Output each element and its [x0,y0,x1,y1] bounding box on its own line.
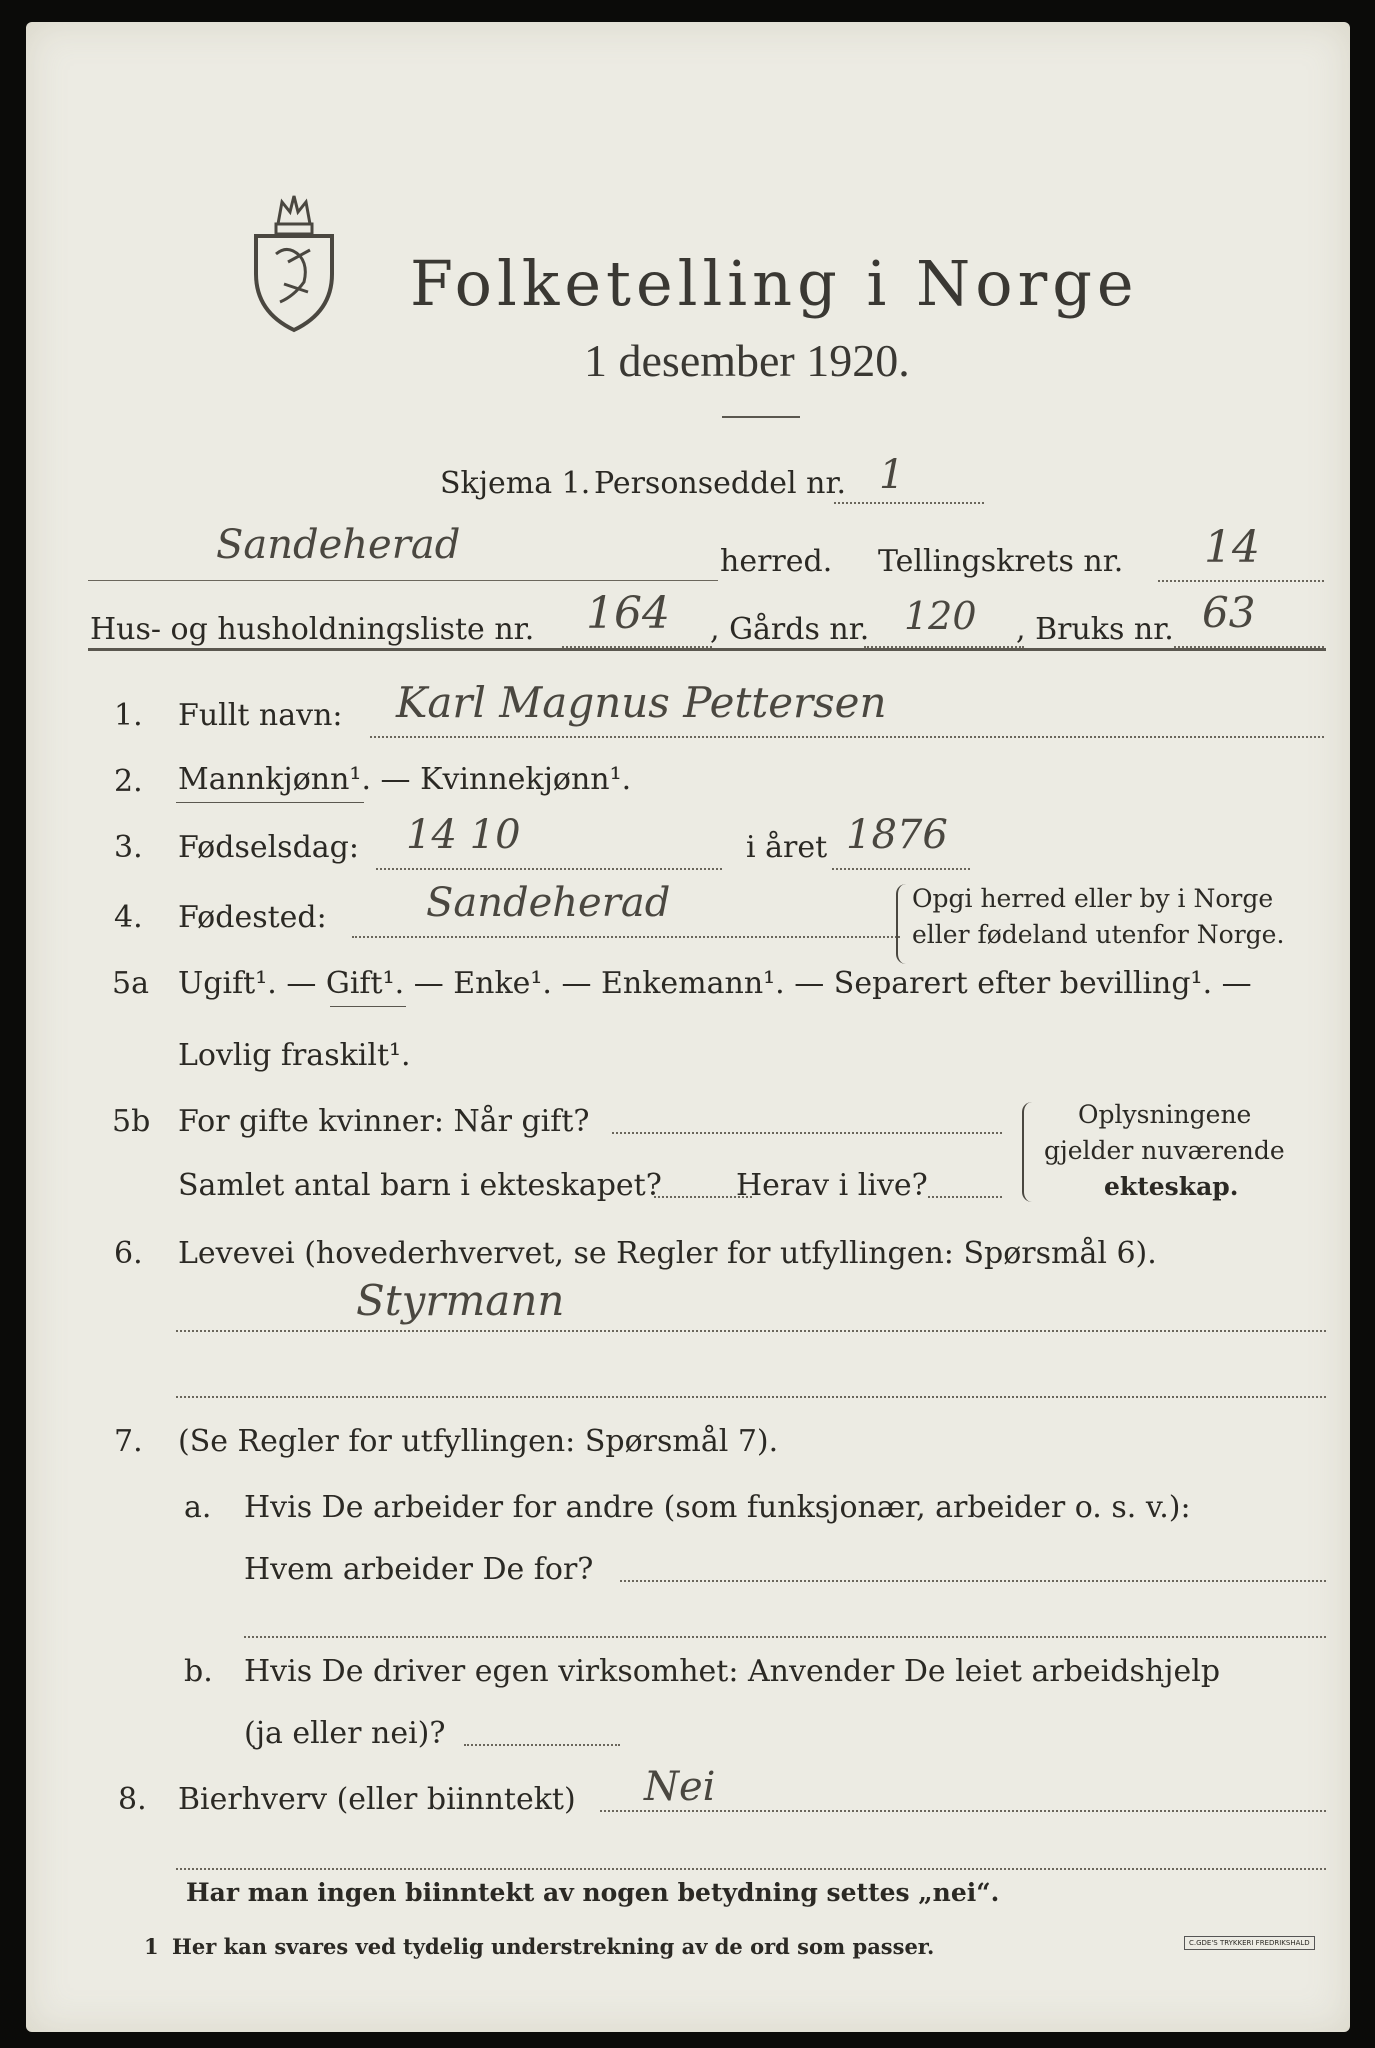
q3-number: 3. [114,830,143,865]
q5b-line2a: Samlet antal barn i ekteskapet? [178,1168,662,1203]
q1-full-name-value[interactable]: Karl Magnus Pettersen [396,678,887,727]
footnote-number: 1 [144,1934,159,1959]
personseddel-value[interactable]: 1 [879,452,905,498]
q7-label: (Se Regler for utfyllingen: Spørsmål 7). [178,1424,779,1459]
skjema-label: Skjema 1. [440,466,591,501]
q4-note-brace [896,884,906,964]
q6-line2 [176,1396,1326,1398]
q5b-line1-dots [612,1132,1002,1134]
q4-label: Fødested: [178,900,327,935]
bruks-value[interactable]: 63 [1202,588,1256,637]
q6-occupation-value[interactable]: Styrmann [356,1276,565,1325]
tellingskrets-label: Tellingskrets nr. [878,544,1124,579]
q1-label: Fullt navn: [178,698,343,733]
q5b-note2: gjelder nuværende [1044,1136,1285,1165]
q4-note-line2: eller fødeland utenfor Norge. [912,920,1285,949]
q4-birthplace-value[interactable]: Sandeherad [426,880,671,926]
tellingskrets-line [1158,580,1324,582]
q5b-line2b: Herav i live? [736,1168,928,1203]
q7a-number: a. [184,1490,212,1525]
q5a-line2[interactable]: Lovlig fraskilt¹. [178,1038,411,1073]
q5a-number: 5a [112,966,149,1001]
q4-line [352,936,900,938]
personseddel-label: Personseddel nr. [594,466,847,501]
q5b-note3: ekteskap. [1104,1172,1239,1201]
census-date: 1 desember 1920. [584,335,910,386]
q3-year-label: i året [746,830,828,865]
q7-number: 7. [114,1424,143,1459]
q5b-line2b-dots [928,1196,1002,1198]
herred-line [88,580,718,581]
q5b-line1: For gifte kvinner: Når gift? [178,1104,590,1139]
q6-number: 6. [114,1236,143,1271]
gards-label: , Gårds nr. [710,612,870,647]
q6-line1 [176,1330,1326,1332]
q4-note-line1: Opgi herred eller by i Norge [912,884,1274,913]
coat-of-arms-icon [248,184,340,338]
footnote-text: Her kan svares ved tydelig understrekning av de ord som passer. [172,1934,935,1959]
q2-gender-options[interactable]: Mannkjønn¹. — Kvinnekjønn¹. [178,762,632,797]
q4-number: 4. [114,900,143,935]
q7b-line2-dots [464,1744,620,1746]
q2-underline-mannkjonn [176,802,364,803]
q8-label: Bierhverv (eller biinntekt) [178,1782,576,1817]
q8-side-income-value[interactable]: Nei [644,1764,716,1810]
q3-birthday-value[interactable]: 14 10 [406,812,521,858]
q3-year-line [832,868,970,870]
q7a-line2-dots [620,1580,1326,1582]
q7a-line1: Hvis De arbeider for andre (som funksjonær, arbeider o. s. v.): [244,1490,1191,1525]
q7a-line2: Hvem arbeider De for? [244,1552,594,1587]
q2-number: 2. [114,764,143,799]
personseddel-line [834,502,984,504]
q3-line [376,868,722,870]
q7b-line2: (ja eller nei)? [244,1716,446,1751]
census-form-page [26,22,1350,2032]
header-divider [88,648,1326,651]
nei-instruction: Har man ingen biinntekt av nogen betydning settes „nei“. [186,1878,1000,1907]
q7a-extra-line [244,1636,1326,1638]
q5a-underline-gift [330,1006,406,1007]
q5b-note1: Oplysningene [1078,1100,1252,1129]
q8-line2 [176,1868,1326,1870]
q8-line1 [600,1810,1326,1812]
tellingskrets-value[interactable]: 14 [1204,522,1260,573]
q6-label: Levevei (hovederhvervet, se Regler for utfyllingen: Spørsmål 6). [178,1236,1157,1271]
q7b-line1: Hvis De driver egen virksomhet: Anvender De leiet arbeidshjelp [244,1654,1221,1689]
q8-number: 8. [118,1782,147,1817]
q5b-note-brace [1022,1102,1034,1202]
bruks-label: , Bruks nr. [1016,612,1174,647]
herred-value[interactable]: Sandeherad [216,522,461,568]
q3-label: Fødselsdag: [178,830,359,865]
q7b-number: b. [184,1654,213,1689]
q3-year-value[interactable]: 1876 [846,812,948,858]
q1-number: 1. [114,698,143,733]
hus-label: Hus- og husholdningsliste nr. [90,612,535,647]
gards-value[interactable]: 120 [904,594,977,638]
q5a-status-options[interactable]: Ugift¹. — Gift¹. — Enke¹. — Enkemann¹. — Separert efter bevilling¹. — [178,966,1252,1001]
title-divider [722,416,800,418]
q1-line [370,736,1324,738]
hus-value[interactable]: 164 [586,588,670,639]
printer-stamp: C.GDE'S TRYKKERI FREDRIKSHALD [1184,1936,1315,1950]
form-title: Folketelling i Norge [410,247,1139,320]
q5b-number: 5b [112,1104,151,1139]
herred-label: herred. [720,544,833,579]
